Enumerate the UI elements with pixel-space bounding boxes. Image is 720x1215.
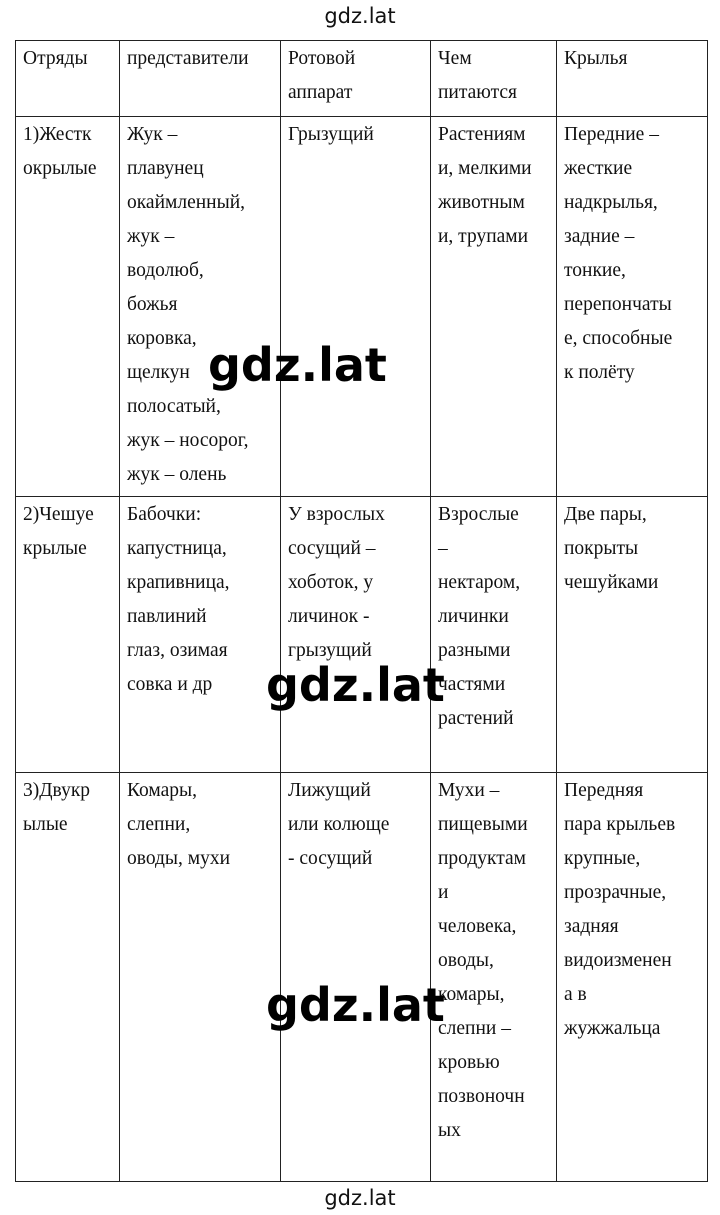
cell-text-line: к полёту — [564, 362, 635, 383]
cell-text-line: слепни, — [127, 814, 191, 835]
cell-text-line: - сосущий — [288, 848, 373, 869]
cell-text-line: е, способные — [564, 328, 673, 349]
cell-order — [16, 773, 120, 1182]
cell-text-line: а в — [564, 984, 587, 1005]
cell-text-line: крылые — [23, 538, 87, 559]
cell-text-line: жесткие — [564, 158, 633, 179]
cell-text-line: видоизменен — [564, 950, 672, 971]
table-row — [16, 773, 708, 1182]
table-header-row — [16, 41, 708, 117]
cell-text-line: человека, — [438, 916, 517, 937]
cell-diet — [431, 117, 557, 497]
cell-text-line: ых — [438, 1120, 461, 1141]
cell-text-line: 3)Двукр — [23, 780, 91, 801]
cell-diet — [431, 773, 557, 1182]
cell-text-line: совка и др — [127, 674, 213, 695]
cell-text-line: крупные, — [564, 848, 641, 869]
cell-text-line: Растениям — [438, 124, 526, 145]
cell-text-line: перепончаты — [564, 294, 672, 315]
cell-text-line: – — [438, 538, 448, 559]
cell-order — [16, 41, 120, 117]
cell-text-line: разными — [438, 640, 511, 661]
cell-text-line: павлиний — [127, 606, 207, 627]
cell-text-line: слепни – — [438, 1018, 511, 1039]
cell-text-line: или колюще — [288, 814, 390, 835]
cell-text-line: капустница, — [127, 538, 227, 559]
cell-text-line: сосущий – — [288, 538, 376, 559]
cell-text-line: окаймленный, — [127, 192, 246, 213]
cell-text-line: питаются — [438, 82, 517, 103]
site-label-bottom: gdz.lat — [324, 1186, 396, 1210]
cell-representatives — [120, 497, 281, 773]
cell-wings — [557, 773, 708, 1182]
cell-wings — [557, 41, 708, 117]
cell-text-line: Комары, — [127, 780, 198, 801]
cell-text-line: задние – — [564, 226, 635, 247]
watermark: gdz.lat — [208, 338, 387, 392]
cell-text-line: и, мелкими — [438, 158, 532, 179]
cell-text-line: тонкие, — [564, 260, 626, 281]
cell-text-line: животным — [438, 192, 525, 213]
cell-text-line: хоботок, у — [288, 572, 374, 593]
cell-diet — [431, 41, 557, 117]
cell-text-line: ылые — [23, 814, 68, 835]
cell-text-line: жук – — [127, 226, 175, 247]
cell-mouthparts — [281, 773, 431, 1182]
cell-text-line: позвоночн — [438, 1086, 525, 1107]
cell-text-line: и, трупами — [438, 226, 529, 247]
cell-text-line: и — [438, 882, 449, 903]
cell-text-line: покрыты — [564, 538, 639, 559]
cell-text-line: Ротовой — [288, 48, 356, 69]
cell-text-line: Грызущий — [288, 124, 374, 145]
cell-text-line: Чем — [438, 48, 472, 69]
cell-text-line: Взрослые — [438, 504, 519, 525]
site-label-top: gdz.lat — [324, 4, 396, 28]
cell-text-line: плавунец — [127, 158, 204, 179]
cell-wings — [557, 497, 708, 773]
cell-representatives — [120, 41, 281, 117]
cell-text-line: У взрослых — [288, 504, 385, 525]
watermark: gdz.lat — [266, 978, 445, 1032]
table-row — [16, 497, 708, 773]
cell-text-line: водолюб, — [127, 260, 204, 281]
cell-text-line: чешуйками — [564, 572, 659, 593]
cell-mouthparts — [281, 117, 431, 497]
cell-text-line: комары, — [438, 984, 505, 1005]
cell-text-line: нектаром, — [438, 572, 521, 593]
watermark: gdz.lat — [266, 658, 445, 712]
cell-text-line: щелкун — [127, 362, 190, 383]
cell-text-line: задняя — [564, 916, 619, 937]
cell-text-line: частями — [438, 674, 506, 695]
cell-text-line: Крылья — [564, 48, 628, 69]
cell-text-line: прозрачные, — [564, 882, 667, 903]
cell-text-line: полосатый, — [127, 396, 221, 417]
cell-text-line: оводы, мухи — [127, 848, 231, 869]
cell-text-line: Бабочки: — [127, 504, 202, 525]
cell-text-line: Две пары, — [564, 504, 647, 525]
cell-text-line: глаз, озимая — [127, 640, 228, 661]
cell-text-line: божья — [127, 294, 178, 315]
cell-text-line: Лижущий — [288, 780, 371, 801]
cell-wings — [557, 117, 708, 497]
cell-text-line: окрылые — [23, 158, 97, 179]
cell-representatives — [120, 117, 281, 497]
cell-text-line: жук – олень — [127, 464, 227, 485]
cell-diet — [431, 497, 557, 773]
cell-text-line: грызущий — [288, 640, 372, 661]
cell-text-line: жук – носорог, — [127, 430, 249, 451]
cell-text-line: растений — [438, 708, 514, 729]
cell-text-line: жужжальца — [564, 1018, 661, 1039]
cell-text-line: кровью — [438, 1052, 500, 1073]
cell-text-line: 1)Жестк — [23, 124, 92, 145]
cell-text-line: Передние – — [564, 124, 659, 145]
cell-representatives — [120, 773, 281, 1182]
cell-text-line: Жук – — [127, 124, 178, 145]
cell-text-line: оводы, — [438, 950, 494, 971]
cell-text-line: Отряды — [23, 48, 88, 69]
cell-text-line: представители — [127, 48, 249, 69]
table-row — [16, 117, 708, 497]
cell-mouthparts — [281, 41, 431, 117]
cell-text-line: аппарат — [288, 82, 353, 103]
cell-text-line: пищевыми — [438, 814, 528, 835]
cell-text-line: личинок - — [288, 606, 370, 627]
cell-text-line: личинки — [438, 606, 509, 627]
cell-order — [16, 117, 120, 497]
cell-text-line: продуктам — [438, 848, 527, 869]
cell-text-line: крапивница, — [127, 572, 230, 593]
cell-mouthparts — [281, 497, 431, 773]
cell-text-line: 2)Чешуе — [23, 504, 94, 525]
cell-text-line: коровка, — [127, 328, 197, 349]
cell-text-line: пара крыльев — [564, 814, 676, 835]
cell-text-line: Передняя — [564, 780, 644, 801]
cell-text-line: Мухи – — [438, 780, 500, 801]
cell-order — [16, 497, 120, 773]
cell-text-line: надкрылья, — [564, 192, 658, 213]
